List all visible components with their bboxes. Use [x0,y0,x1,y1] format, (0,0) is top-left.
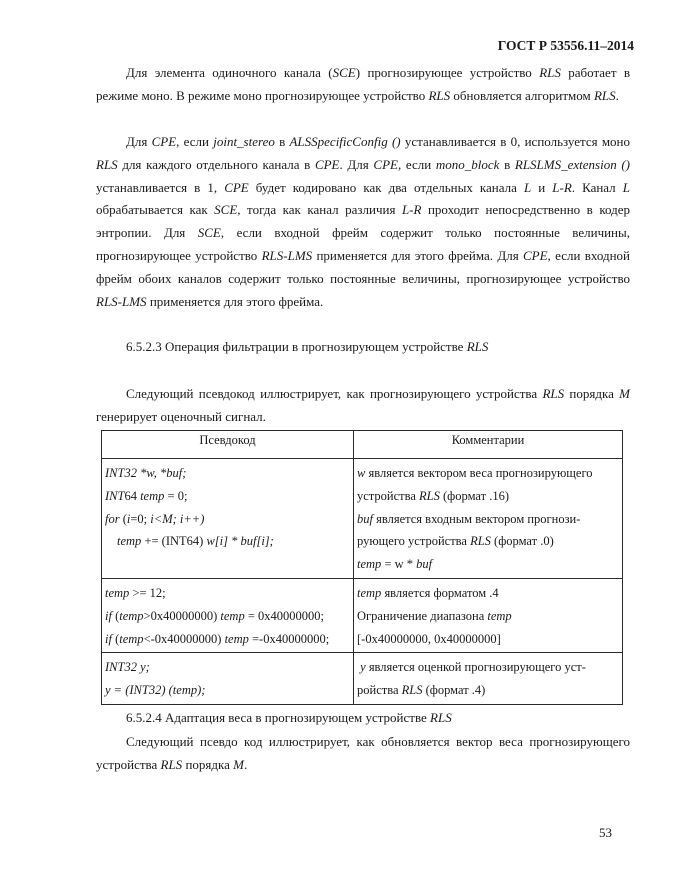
comment-cell: y является оценкой прогнозирующего уст- ройства RLS (формат .4) [354,653,623,705]
column-header-comments: Комментарии [354,431,623,459]
paragraph-sce-mono: Для элемента одиночного канала (SCE) прогнозирующее устройство RLS работает в режиме моно. В режиме моно прогнозирующее устройство RLS обновляется алгоритмом RLS. [96,65,631,103]
table-header-row [102,431,623,459]
comment-cell: w является вектором веса прогнозирующего устройства RLS (формат .16) buf является входным вектором прогнози- рующего устройства RLS (формат .0) temp = w * buf [354,459,623,579]
section-heading-6523: 6.5.2.3 Операция фильтрации в прогнозирующем устройстве RLS [126,339,489,354]
pseudocode-table [101,430,623,705]
table-row [102,653,623,705]
code-cell: INT32 *w, *buf; INT64 temp = 0; for (i=0; i<M; i++) temp += (INT64) w[i] * buf[i]; [102,459,354,579]
table-row [102,459,623,579]
paragraph-weight-update-intro: Следующий псевдо код иллюстрирует, как обновляется вектор веса прогнозирующего устройства RLS порядка M. [96,734,630,772]
paragraph-pseudocode-intro: Следующий псевдокод иллюстрирует, как прогнозирующего устройства RLS порядка M генерирует оценочный сигнал. [96,386,630,424]
column-header-pseudocode: Псевдокод [102,431,354,459]
paragraph-cpe: Для CPE, если joint_stereo в ALSSpecificConfig () устанавливается в 0, используется моно RLS для каждого отдельного канала в CPE. Для CPE, если mono_block в RLSLMS_extension () устанавливается в 1, CPE будет кодировано как два отдельных канала L и L-R. Канал L обрабатывается как SCE, тогда как канал различия L-R проходит непосредственно в кодер энтропии. Для SCE, если входной фрейм содержит только постоянные величины, прогнозирующее устройство RLS-LMS применяется для этого фрейма. Для CPE, если входной фрейм обоих каналов содержит только постоянные величины, прогнозирующее устройство RLS-LMS применяется для этого фрейма. [96,134,631,309]
document-code: ГОСТ Р 53556.11–2014 [497,38,634,53]
code-cell: temp >= 12; if (temp>0x40000000) temp = 0x40000000; if (temp<-0x40000000) temp =-0x40000000; [102,578,354,652]
comment-cell: temp является форматом .4 Ограничение диапазона temp [-0x40000000, 0x40000000] [354,578,623,652]
code-cell: INT32 y; y = (INT32) (temp); [102,653,354,705]
page-number: 53 [599,825,612,840]
table-row [102,578,623,652]
section-heading-6524: 6.5.2.4 Адаптация веса в прогнозирующем устройстве RLS [126,710,452,725]
